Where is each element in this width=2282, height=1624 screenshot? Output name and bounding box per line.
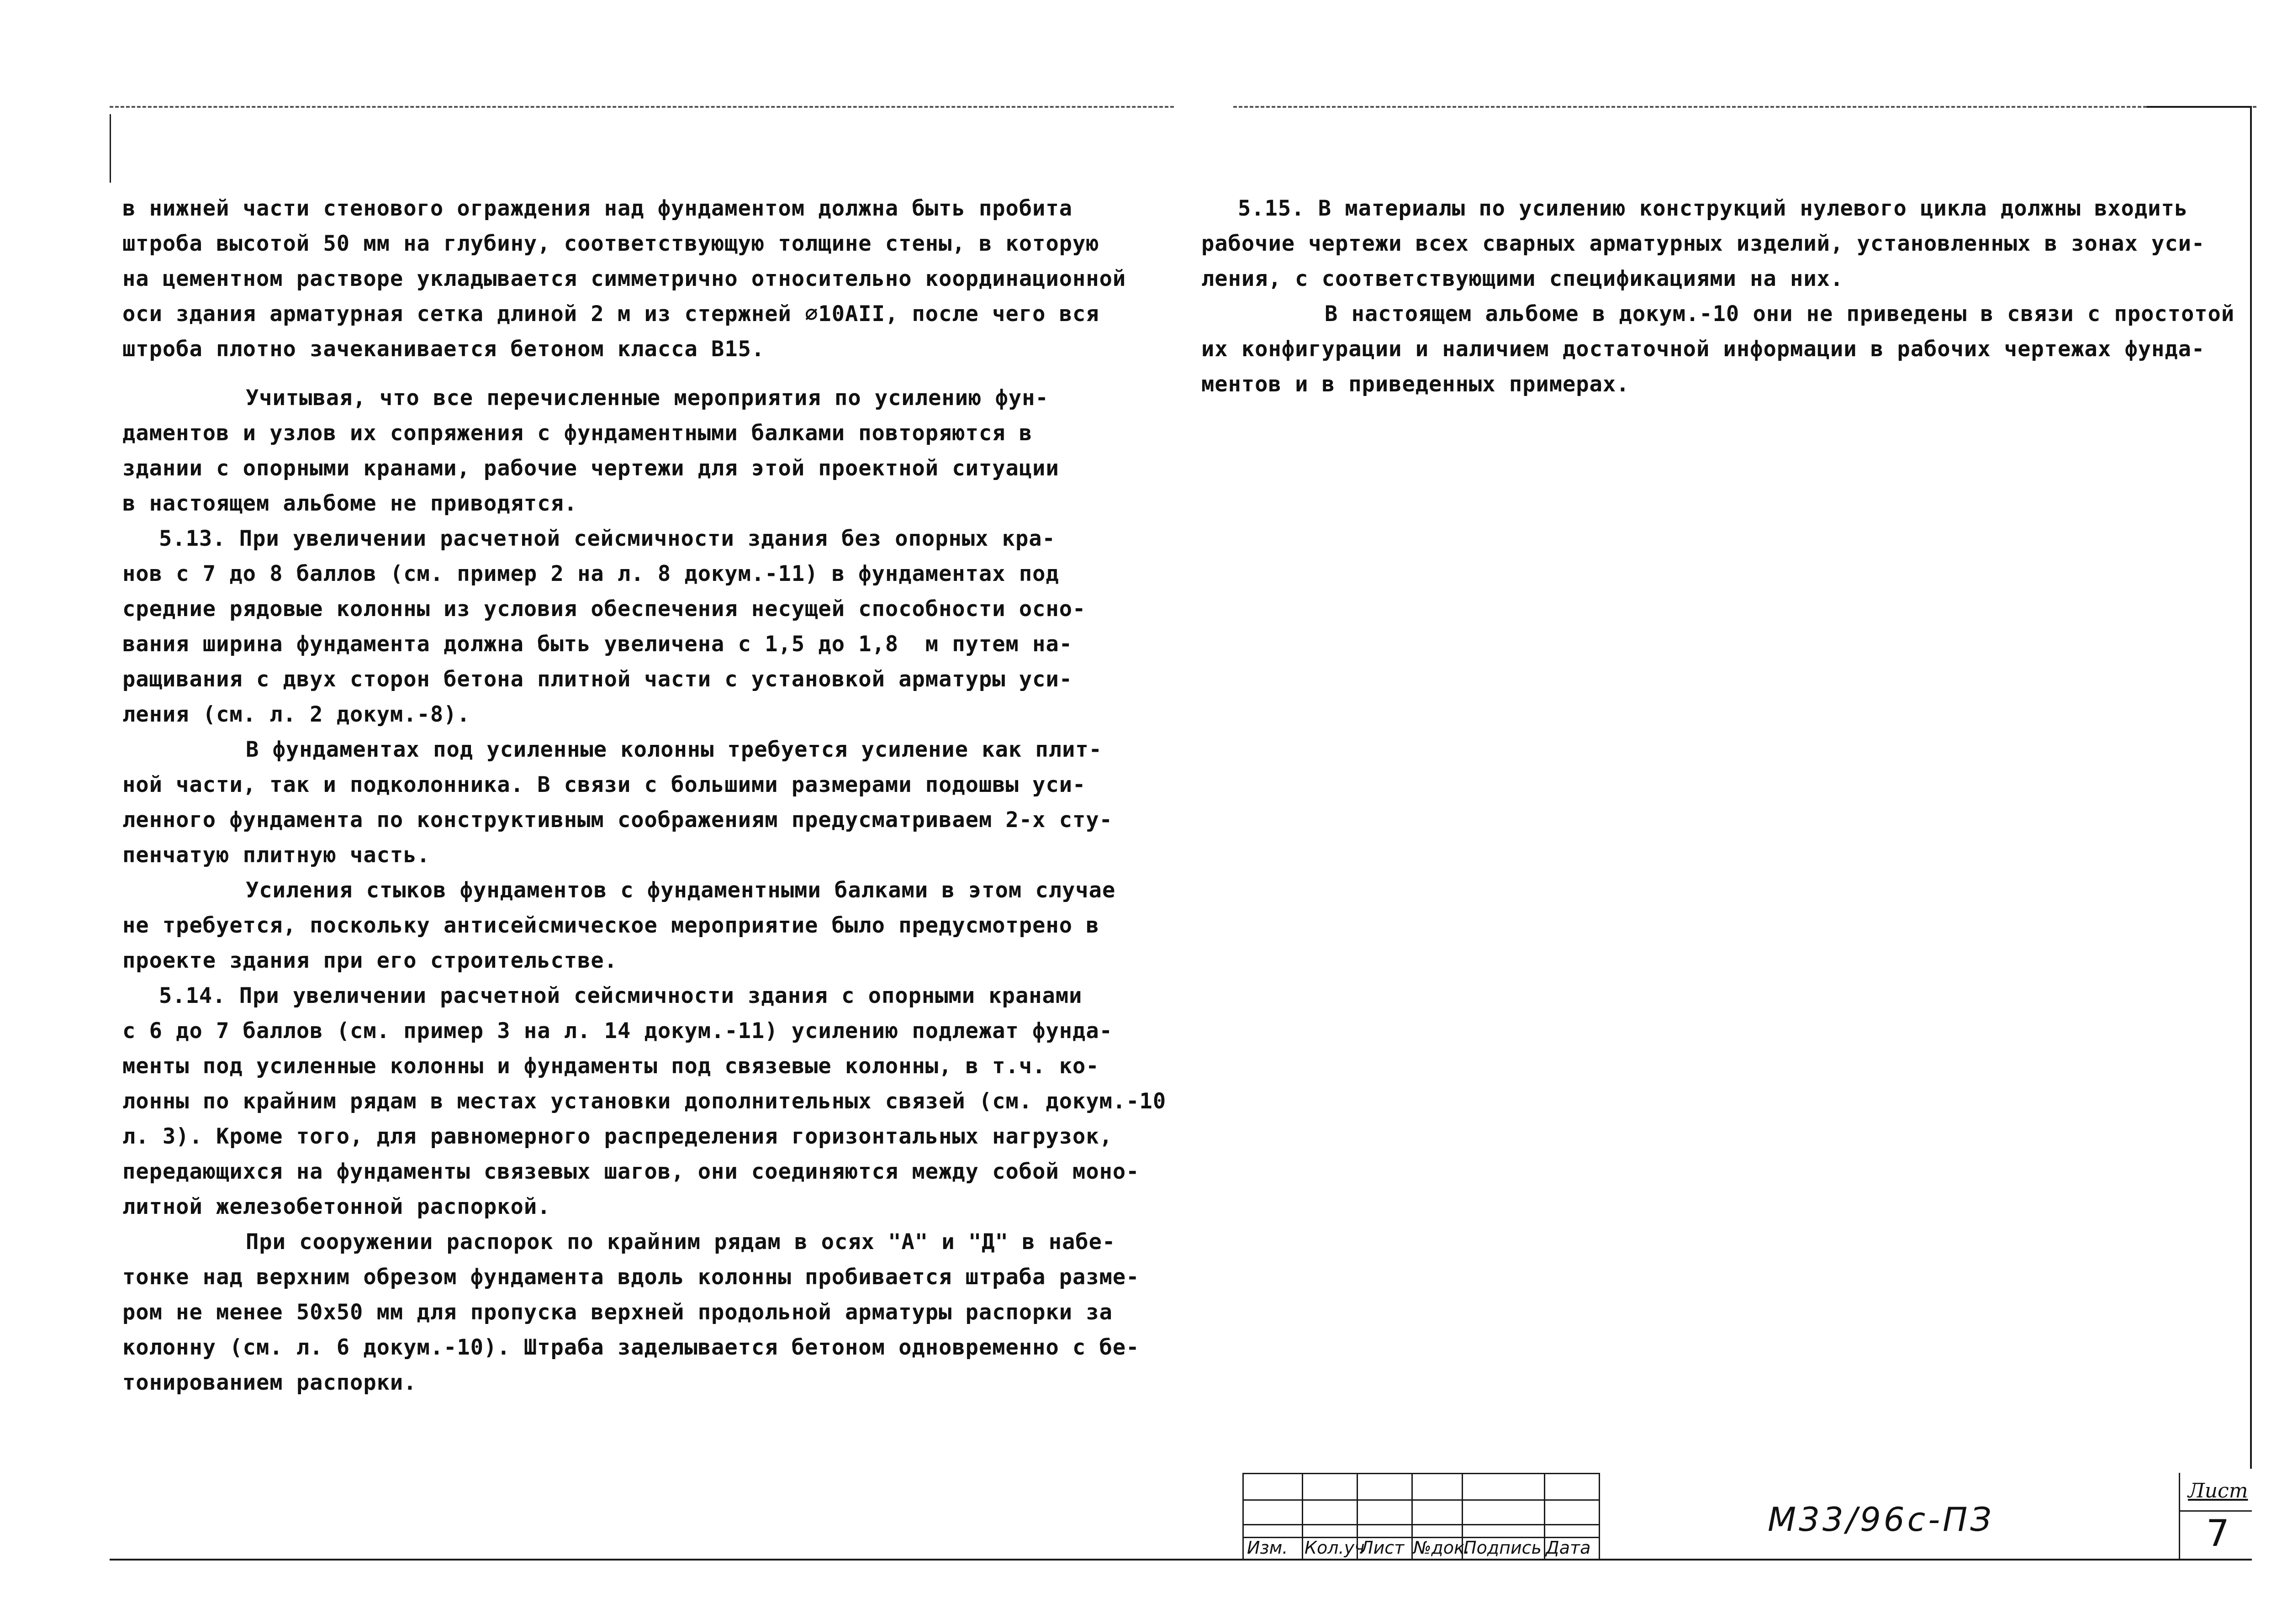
text-line: здании с опорными кранами, рабочие чертежи для этой проектной ситуации bbox=[122, 456, 1059, 481]
document-code: М33/96с-ПЗ bbox=[1768, 1500, 1994, 1539]
text-line: в нижней части стенового ограждения над фундаментом должна быть пробита bbox=[122, 196, 1073, 221]
text-line: 5.13. При увеличении расчетной сейсмичности здания без опорных кра- bbox=[159, 526, 1056, 551]
text-line: ращивания с двух сторон бетона плитной части с установкой арматуры уси- bbox=[122, 667, 1073, 692]
text-line: 5.15. В материалы по усилению конструкций нулевого цикла должны входить bbox=[1238, 196, 2188, 221]
right-column-text bbox=[1201, 191, 2252, 402]
text-line: в настоящем альбоме не приводятся. bbox=[122, 491, 578, 516]
text-line: литной железобетонной распоркой. bbox=[122, 1194, 551, 1219]
text-line: лонны по крайним рядам в местах установки дополнительных связей (см. докум.-10 bbox=[122, 1089, 1167, 1114]
header-podpis: Подпись bbox=[1463, 1538, 1542, 1558]
header-data: Дата bbox=[1546, 1538, 1591, 1558]
text-line: даментов и узлов их сопряжения с фундаментными балками повторяются в bbox=[122, 421, 1033, 446]
title-block-row-line bbox=[1242, 1524, 1599, 1525]
text-line: ментов и в приведенных примерах. bbox=[1201, 372, 1630, 397]
sheet-number: 7 bbox=[2206, 1512, 2229, 1555]
title-block-col-line bbox=[1544, 1473, 1545, 1560]
text-line: не требуется, поскольку антисейсмическое мероприятие было предусмотрено в bbox=[122, 913, 1099, 938]
text-line: с 6 до 7 баллов (см. пример 3 на л. 14 докум.-11) усилению подлежат фунда- bbox=[122, 1018, 1113, 1044]
text-line: нов с 7 до 8 баллов (см. пример 2 на л. 8 докум.-11) в фундаментах под bbox=[122, 561, 1059, 586]
sheet-label: Лист bbox=[2188, 1479, 2248, 1503]
text-line: 5.14. При увеличении расчетной сейсмичности здания с опорными кранами bbox=[159, 983, 1083, 1008]
header-ndok: №док. bbox=[1413, 1538, 1470, 1558]
header-izm: Изм. bbox=[1247, 1538, 1288, 1558]
text-line: рабочие чертежи всех сварных арматурных изделий, установленных в зонах уси- bbox=[1201, 231, 2205, 256]
text-line: При сооружении распорок по крайним рядам в осях "А" и "Д" в набе- bbox=[246, 1229, 1116, 1255]
title-block-col-line bbox=[1599, 1473, 1600, 1560]
text-line: их конфигурации и наличием достаточной информации в рабочих чертежах фунда- bbox=[1201, 337, 2205, 362]
title-block-top-line bbox=[1242, 1473, 1599, 1474]
text-line: тонированием распорки. bbox=[122, 1370, 417, 1395]
text-line: колонну (см. л. 6 докум.-10). Штраба заделывается бетоном одновременно с бе- bbox=[122, 1335, 1140, 1360]
text-line: ром не менее 50х50 мм для пропуска верхней продольной арматуры распорки за bbox=[122, 1300, 1113, 1325]
text-line: пенчатую плитную часть. bbox=[122, 843, 430, 868]
top-dashed-border-right bbox=[1233, 106, 2256, 108]
text-line: вания ширина фундамента должна быть увеличена с 1,5 до 1,8 м путем на- bbox=[122, 632, 1073, 657]
text-line: проекте здания при его строительстве. bbox=[122, 948, 618, 973]
text-line: В настоящем альбоме в докум.-10 они не приведены в связи с простотой bbox=[1325, 301, 2235, 327]
title-block-col-line bbox=[1411, 1473, 1413, 1560]
header-kol-uch: Кол.уч bbox=[1305, 1538, 1365, 1558]
text-line: ленного фундамента по конструктивным соображениям предусматриваем 2-х сту- bbox=[122, 807, 1113, 833]
sheet-cell-divider bbox=[2179, 1510, 2252, 1512]
text-line: штроба плотно зачеканивается бетоном класса В15. bbox=[122, 337, 765, 362]
title-block-col-line bbox=[1302, 1473, 1303, 1560]
text-line: ления (см. л. 2 докум.-8). bbox=[122, 702, 470, 727]
title-block-col-line bbox=[2179, 1473, 2180, 1560]
frame-left-line bbox=[110, 114, 111, 183]
text-line: л. 3). Кроме того, для равномерного распределения горизонтальных нагрузок, bbox=[122, 1124, 1113, 1149]
header-list: Лист bbox=[1360, 1538, 1405, 1558]
left-column-text bbox=[122, 191, 1237, 1400]
text-line: оси здания арматурная сетка длиной 2 м из стержней ⌀10АII, после чего вся bbox=[122, 301, 1099, 327]
title-block-col-line bbox=[1242, 1473, 1244, 1560]
text-line: В фундаментах под усиленные колонны требуется усиление как плит- bbox=[246, 737, 1102, 762]
title-block bbox=[1242, 1473, 2252, 1560]
title-block-row-line bbox=[1242, 1499, 1599, 1501]
text-line: Усиления стыков фундаментов с фундаментными балками в этом случае bbox=[246, 878, 1116, 903]
text-line: менты под усиленные колонны и фундаменты под связевые колонны, в т.ч. ко- bbox=[122, 1054, 1099, 1079]
text-line: средние рядовые колонны из условия обеспечения несущей способности осно- bbox=[122, 596, 1086, 622]
top-dashed-border bbox=[110, 106, 1174, 108]
text-line: Учитывая, что все перечисленные мероприятия по усилению фун- bbox=[246, 385, 1049, 411]
text-line: ной части, так и подколонника. В связи с большими размерами подошвы уси- bbox=[122, 772, 1086, 797]
text-line: ления, с соответствующими спецификациями на них. bbox=[1201, 266, 1844, 291]
text-line: тонке над верхним обрезом фундамента вдоль колонны пробивается штраба разме- bbox=[122, 1265, 1140, 1290]
text-line: штроба высотой 50 мм на глубину, соответствующую толщине стены, в которую bbox=[122, 231, 1099, 256]
text-line: передающихся на фундаменты связевых шагов, они соединяются между собой моно- bbox=[122, 1159, 1140, 1184]
text-line: на цементном растворе укладывается симметрично относительно координационной bbox=[122, 266, 1126, 291]
frame-top-right-line bbox=[2147, 106, 2252, 108]
